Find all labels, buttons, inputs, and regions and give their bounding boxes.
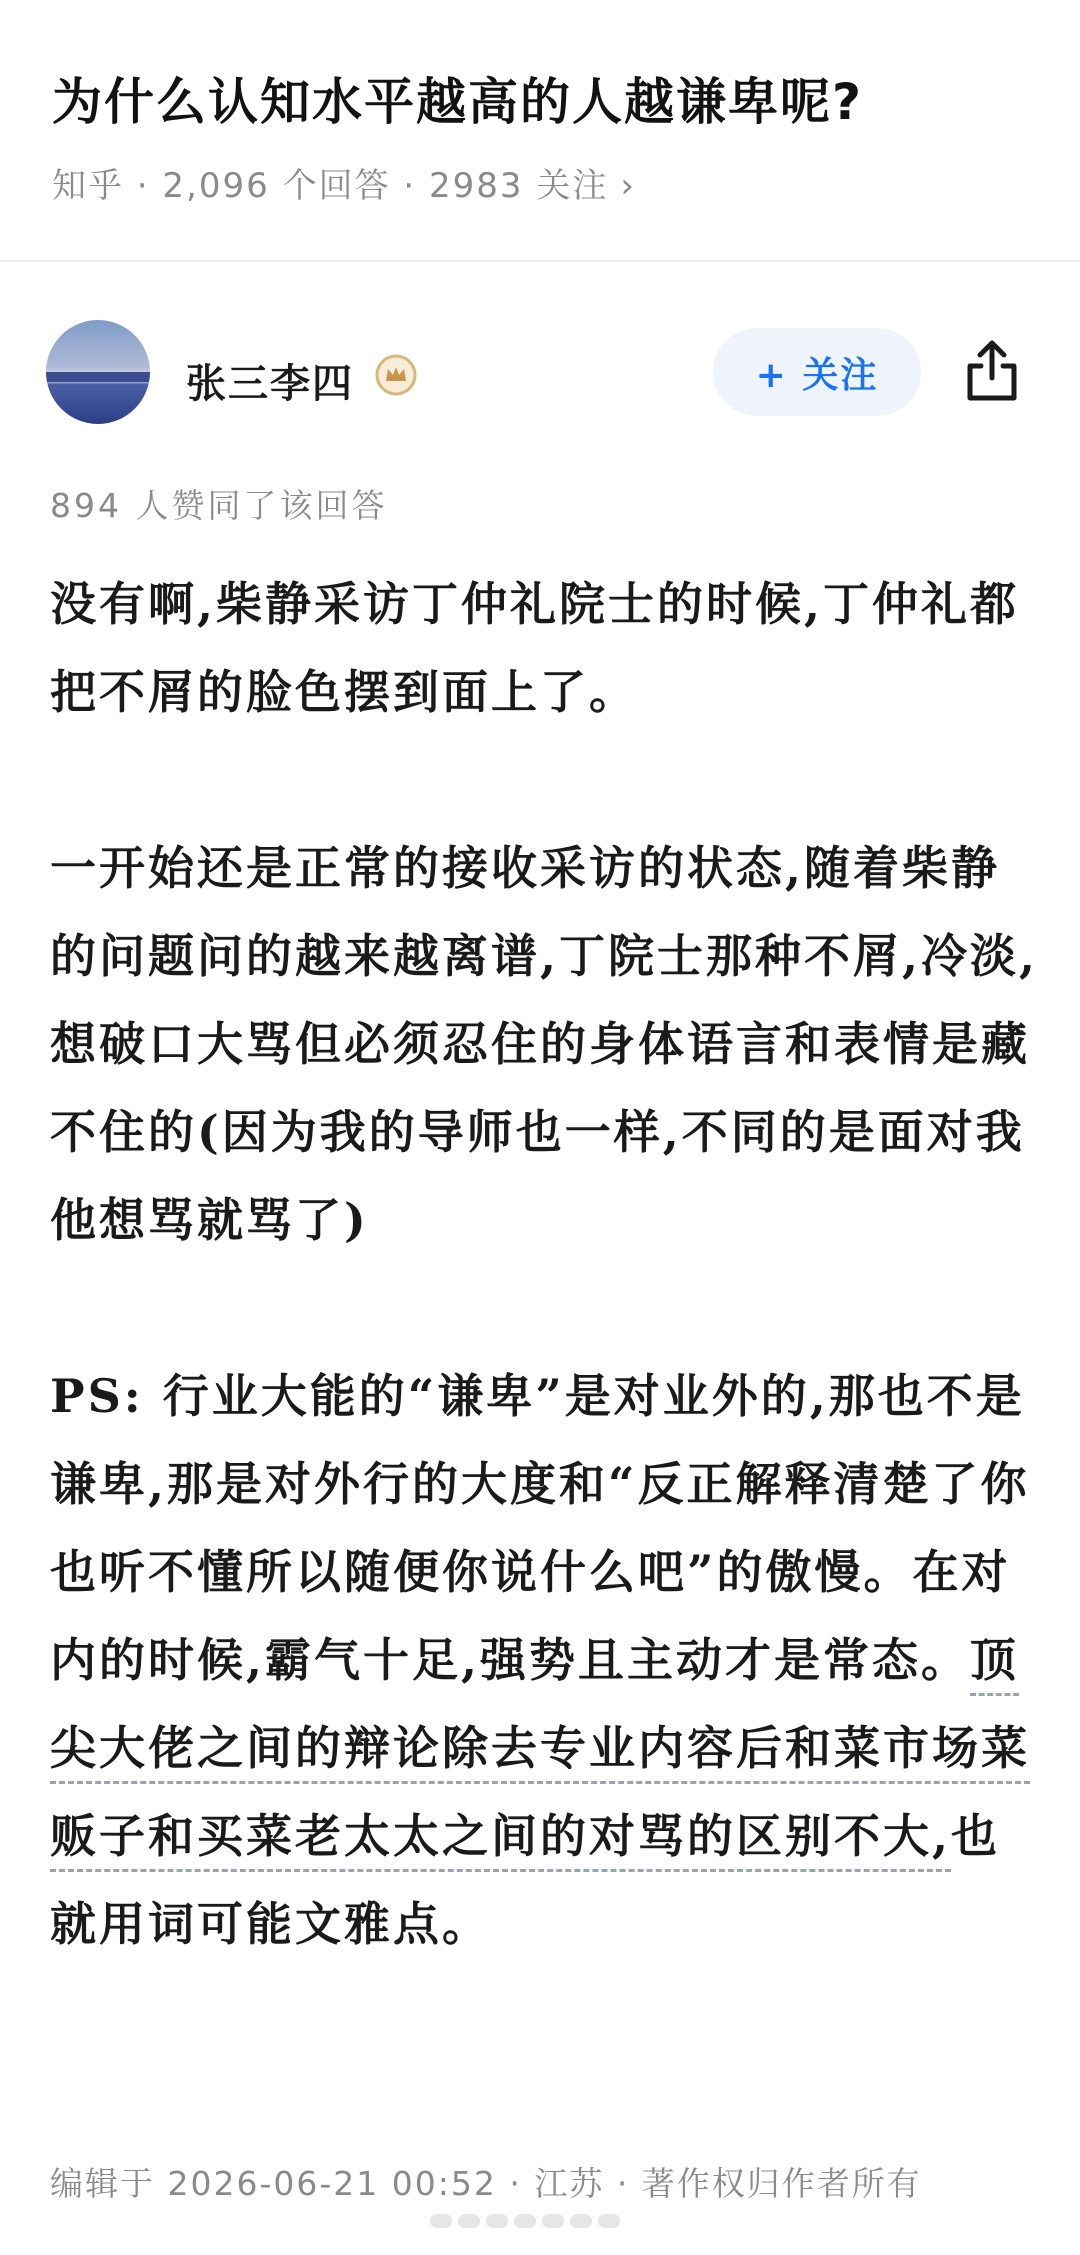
answer-paragraph-3	[50, 1352, 1040, 1968]
question-meta[interactable]	[52, 158, 636, 207]
question-header[interactable]	[0, 0, 1080, 262]
question-title[interactable]: 为什么认知水平越高的人越谦卑呢?	[52, 73, 864, 131]
highlighted-text[interactable]: 顶尖大佬之间的辩论除去专业内容后和菜市场菜贩子和买菜老太太之间的对骂的区别不大,	[50, 1633, 1030, 1872]
answer-text-segment: 也就用词可能文雅点。	[50, 1809, 1001, 1951]
chevron-right-icon: ›	[620, 166, 636, 206]
author-row	[0, 262, 1080, 472]
avatar[interactable]	[46, 320, 150, 424]
upvote-count: 894 人赞同了该回答	[50, 486, 388, 525]
answer-body	[50, 560, 1040, 2056]
answer-paragraph-2: 一开始还是正常的接收采访的状态,随着柴静的问题问的越来越离谱,丁院士那种不屑,冷淡,想破口大骂但必须忍住的身体语言和表情是藏不住的(因为我的导师也一样,不同的是面对我他想骂就骂了)	[50, 841, 1039, 1247]
crown-badge-icon	[375, 354, 417, 396]
question-stats: 知乎 · 2,096 个回答 · 2983 关注	[52, 166, 609, 206]
share-icon[interactable]	[962, 338, 1022, 404]
watermark	[430, 2214, 650, 2232]
follow-button[interactable]: + 关注	[713, 328, 921, 416]
author-name[interactable]: 张三李四	[186, 361, 354, 407]
answer-footer-meta: 编辑于 2026-06-21 00:52 · 江苏 · 著作权归作者所有	[50, 2164, 922, 2203]
answer-text-segment: PS: 行业大能的“谦卑”是对业外的,那也不是谦卑,那是对外行的大度和“反正解释清楚了你也听不懂所以随便你说什么吧”的傲慢。在对内的时候,霸气十足,强势且主动才是常态。	[50, 1369, 1030, 1687]
answer-paragraph-1: 没有啊,柴静采访丁仲礼院士的时候,丁仲礼都把不屑的脸色摆到面上了。	[50, 577, 1020, 719]
